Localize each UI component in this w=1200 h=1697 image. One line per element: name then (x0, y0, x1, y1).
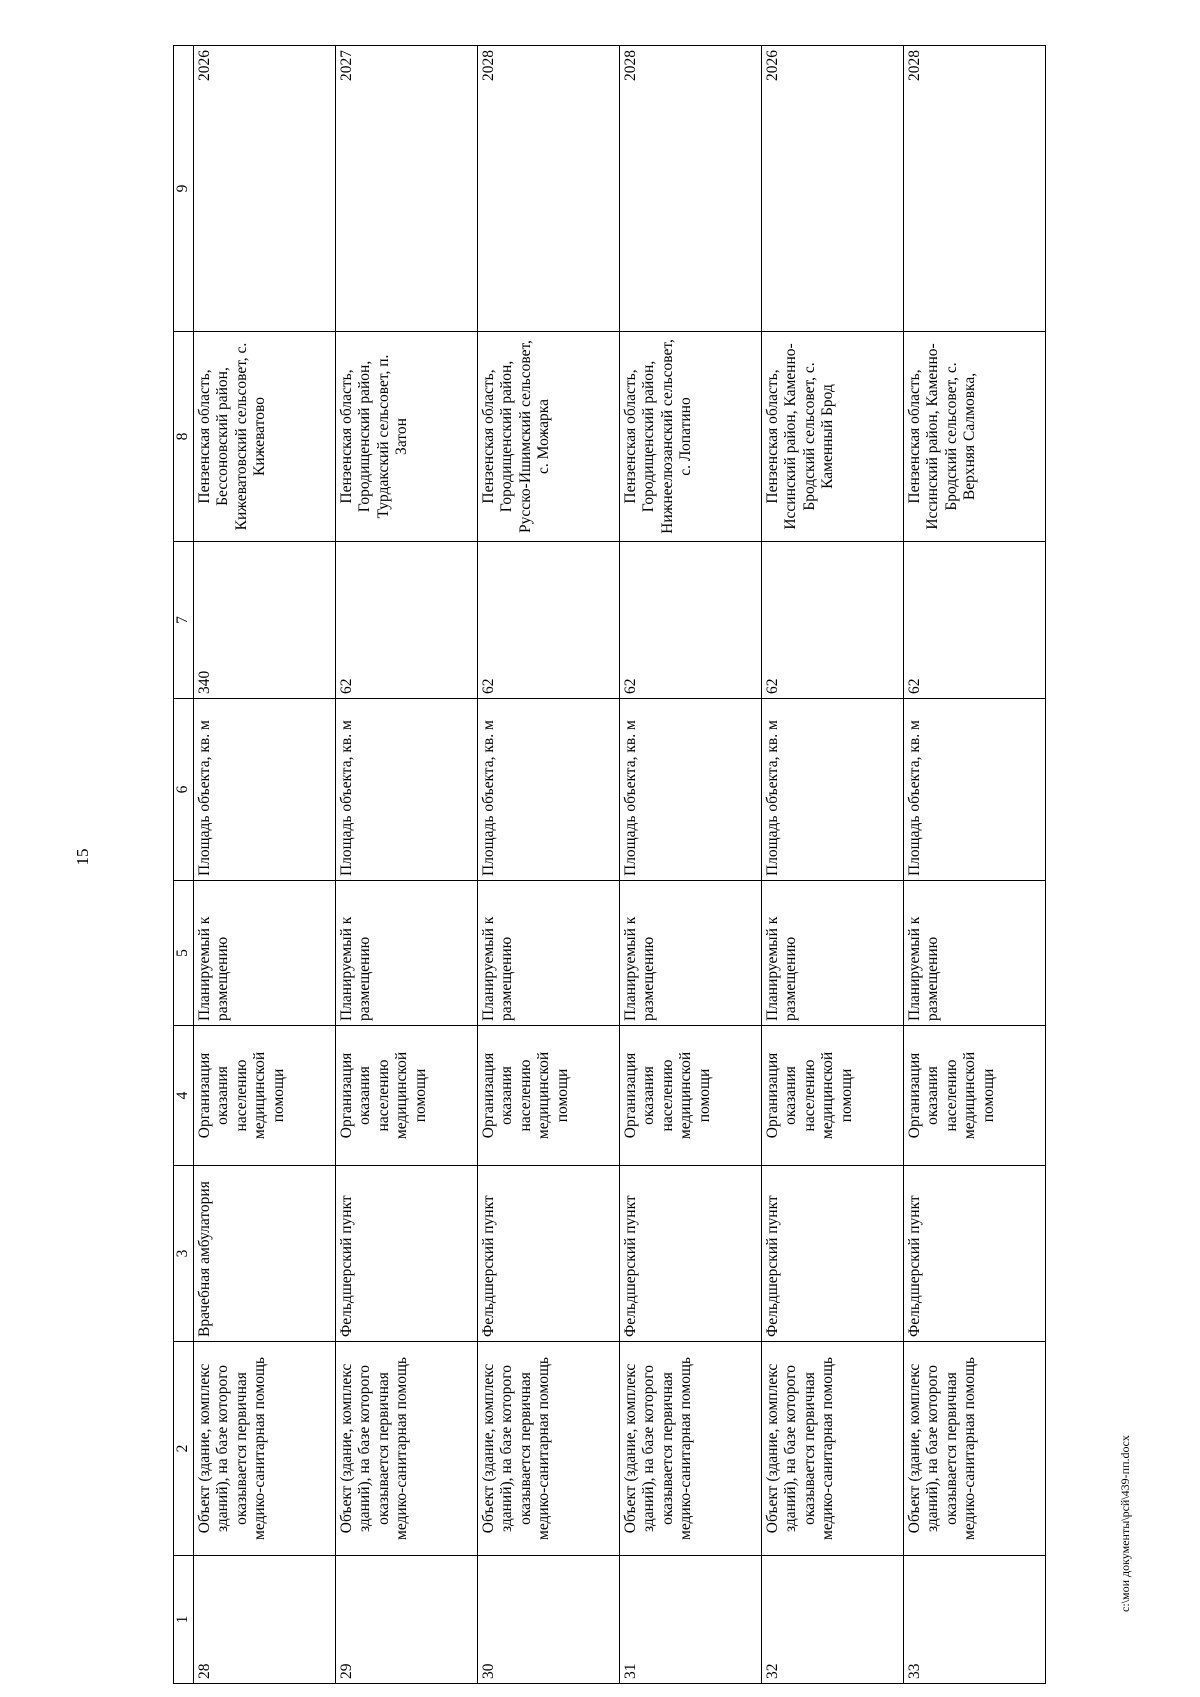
cell-object: Объект (здание, комплекс зданий), на базе которого оказывается первичная медико-санитарная помощь (619, 1342, 761, 1556)
cell-num: 32 (761, 1556, 903, 1684)
cell-type: Фельдшерский пункт (619, 1166, 761, 1342)
cell-purpose: Организация оказания населению медицинской помощи (619, 1026, 761, 1166)
cell-area: Площадь объекта, кв. м (619, 699, 761, 881)
cell-purpose: Организация оказания населению медицинской помощи (761, 1026, 903, 1166)
cell-location: Пензенская область, Городищенский район, Турдакский сельсовет, п. Затон (335, 332, 477, 542)
cell-location: Пензенская область, Иссинский район, Каменно-Бродский сельсовет, с. Верхняя Салмовка, (903, 332, 1045, 542)
cell-area: Площадь объекта, кв. м (193, 699, 335, 881)
cell-location: Пензенская область, Иссинский район, Каменно-Бродский сельсовет, с. Каменный Брод (761, 332, 903, 542)
header-row (174, 46, 194, 1684)
cell-object: Объект (здание, комплекс зданий), на базе которого оказывается первичная медико-санитарная помощь (903, 1342, 1045, 1556)
cell-status: Планируемый к размещению (477, 881, 619, 1026)
cell-value: 62 (761, 542, 903, 699)
cell-object: Объект (здание, комплекс зданий), на базе которого оказывается первичная медико-санитарная помощь (193, 1342, 335, 1556)
header-col-9: 9 (174, 46, 194, 332)
objects-table (173, 45, 1046, 1684)
cell-type: Фельдшерский пункт (761, 1166, 903, 1342)
cell-area: Площадь объекта, кв. м (903, 699, 1045, 881)
header-col-6: 6 (174, 699, 194, 881)
cell-status: Планируемый к размещению (193, 881, 335, 1026)
header-col-2: 2 (174, 1342, 194, 1556)
cell-year: 2028 (477, 46, 619, 332)
cell-area: Площадь объекта, кв. м (477, 699, 619, 881)
cell-purpose: Организация оказания населению медицинской помощи (477, 1026, 619, 1166)
table-row (335, 46, 477, 1684)
header-col-7: 7 (174, 542, 194, 699)
cell-status: Планируемый к размещению (903, 881, 1045, 1026)
cell-value: 62 (477, 542, 619, 699)
footer-file-path (1118, 1435, 1132, 1613)
cell-value: 62 (903, 542, 1045, 699)
header-col-4: 4 (174, 1026, 194, 1166)
cell-type: Врачебная амбулатория (193, 1166, 335, 1342)
cell-type: Фельдшерский пункт (335, 1166, 477, 1342)
footer-file-path-text: с:\мои документы\рсй\439-пп.docx (1118, 1435, 1132, 1612)
cell-year: 2027 (335, 46, 477, 332)
table-row (761, 46, 903, 1684)
cell-year: 2026 (193, 46, 335, 332)
cell-num: 31 (619, 1556, 761, 1684)
cell-area: Площадь объекта, кв. м (761, 699, 903, 881)
cell-purpose: Организация оказания населению медицинской помощи (335, 1026, 477, 1166)
cell-purpose: Организация оказания населению медицинской помощи (193, 1026, 335, 1166)
cell-value: 340 (193, 542, 335, 699)
cell-year: 2028 (903, 46, 1045, 332)
header-col-8: 8 (174, 332, 194, 542)
cell-object: Объект (здание, комплекс зданий), на базе которого оказывается первичная медико-санитарная помощь (335, 1342, 477, 1556)
cell-value: 62 (335, 542, 477, 699)
table-row (903, 46, 1045, 1684)
page-number: 15 (73, 848, 92, 866)
cell-num: 33 (903, 1556, 1045, 1684)
cell-purpose: Организация оказания населению медицинской помощи (903, 1026, 1045, 1166)
table-container (173, 46, 1030, 1684)
cell-status: Планируемый к размещению (619, 881, 761, 1026)
cell-num: 29 (335, 1556, 477, 1684)
header-col-5: 5 (174, 881, 194, 1026)
cell-object: Объект (здание, комплекс зданий), на базе которого оказывается первичная медико-санитарная помощь (761, 1342, 903, 1556)
cell-num: 28 (193, 1556, 335, 1684)
cell-type: Фельдшерский пункт (477, 1166, 619, 1342)
cell-year: 2026 (761, 46, 903, 332)
table-row (193, 46, 335, 1684)
cell-value: 62 (619, 542, 761, 699)
cell-object: Объект (здание, комплекс зданий), на базе которого оказывается первичная медико-санитарная помощь (477, 1342, 619, 1556)
cell-status: Планируемый к размещению (761, 881, 903, 1026)
header-col-3: 3 (174, 1166, 194, 1342)
table-row (619, 46, 761, 1684)
cell-num: 30 (477, 1556, 619, 1684)
cell-location: Пензенская область, Городищенский район, Русско-Ишимский сельсовет, с. Можарка (477, 332, 619, 542)
rotated-table-frame (173, 46, 1030, 1684)
cell-location: Пензенская область, Бессоновский район, Кижеватовский сельсовет, с. Кижеватово (193, 332, 335, 542)
header-col-1: 1 (174, 1556, 194, 1684)
cell-status: Планируемый к размещению (335, 881, 477, 1026)
cell-area: Площадь объекта, кв. м (335, 699, 477, 881)
cell-type: Фельдшерский пункт (903, 1166, 1045, 1342)
table-row (477, 46, 619, 1684)
cell-location: Пензенская область, Городищенский район, Нижнеелюзанский сельсовет, с. Лопатино (619, 332, 761, 542)
cell-year: 2028 (619, 46, 761, 332)
